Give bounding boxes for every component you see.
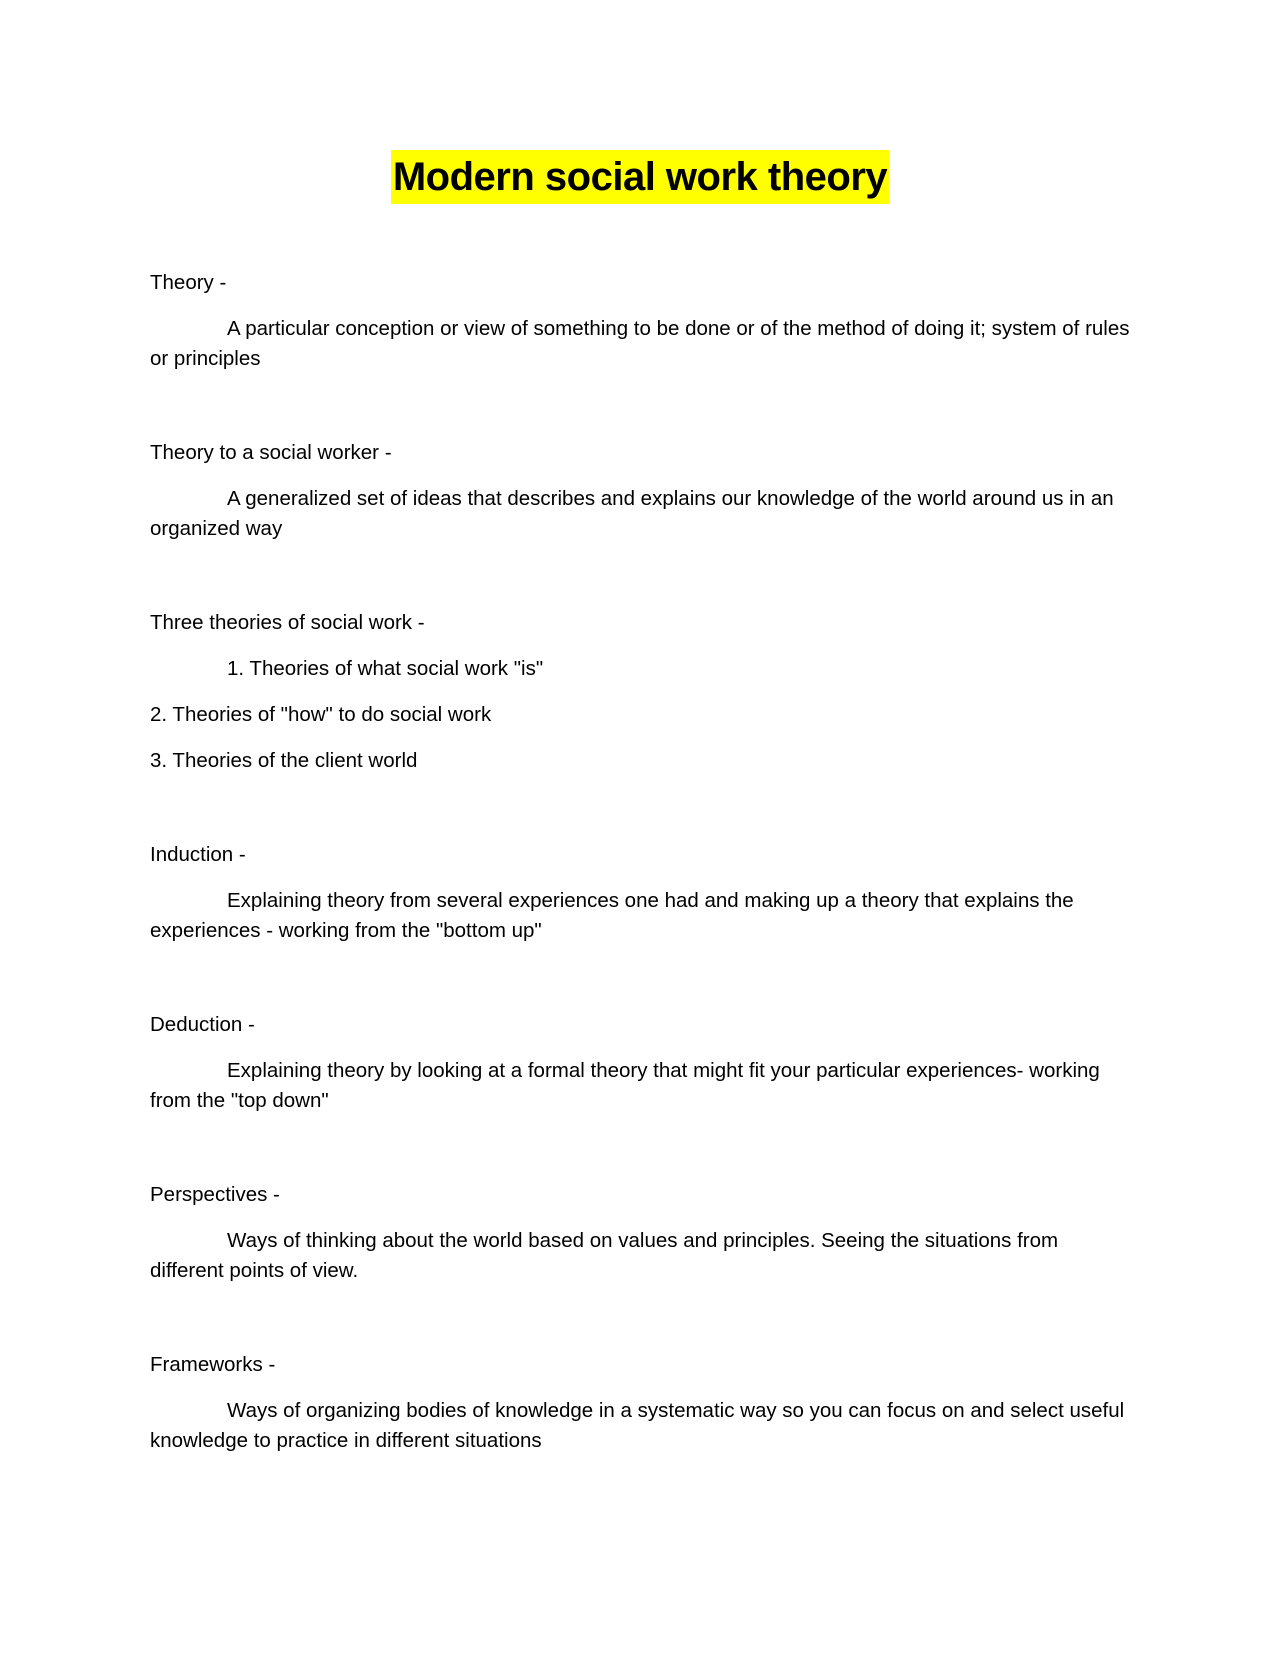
term-heading: Perspectives - bbox=[150, 1183, 280, 1206]
list-item: 3. Theories of the client world bbox=[150, 749, 418, 772]
list-item: 1. Theories of what social work "is" bbox=[227, 657, 544, 680]
term-definition: Ways of thinking about the world based on values and principles. Seeing the situations from different points of view. bbox=[150, 1229, 1059, 1282]
term-heading: Induction - bbox=[150, 843, 246, 866]
section-three-theories bbox=[150, 608, 1130, 776]
term-heading: Theory - bbox=[150, 271, 227, 294]
list-item: 2. Theories of "how" to do social work bbox=[150, 703, 492, 726]
section-induction bbox=[150, 840, 1130, 946]
term-definition: Explaining theory by looking at a formal theory that might fit your particular experiences- working from the "top down" bbox=[150, 1059, 1100, 1112]
section-deduction bbox=[150, 1010, 1130, 1116]
section-theory-social-worker bbox=[150, 438, 1130, 544]
term-heading: Frameworks - bbox=[150, 1353, 276, 1376]
term-definition: Explaining theory from several experiences one had and making up a theory that explains the experiences - working from the "bottom up" bbox=[150, 889, 1074, 942]
document-body bbox=[150, 268, 1130, 1520]
section-perspectives bbox=[150, 1180, 1130, 1286]
term-heading: Three theories of social work - bbox=[150, 611, 425, 634]
term-definition: Ways of organizing bodies of knowledge in a systematic way so you can focus on and select useful knowledge to practice in different situations bbox=[150, 1399, 1125, 1452]
section-frameworks bbox=[150, 1350, 1130, 1456]
page-title: Modern social work theory bbox=[391, 150, 889, 204]
term-heading: Deduction - bbox=[150, 1013, 255, 1036]
title-container bbox=[0, 150, 1280, 204]
term-definition: A generalized set of ideas that describes and explains our knowledge of the world around us in an organized way bbox=[150, 487, 1114, 540]
term-definition: A particular conception or view of something to be done or of the method of doing it; system of rules or principles bbox=[150, 317, 1130, 370]
term-heading: Theory to a social worker - bbox=[150, 441, 392, 464]
section-theory bbox=[150, 268, 1130, 374]
